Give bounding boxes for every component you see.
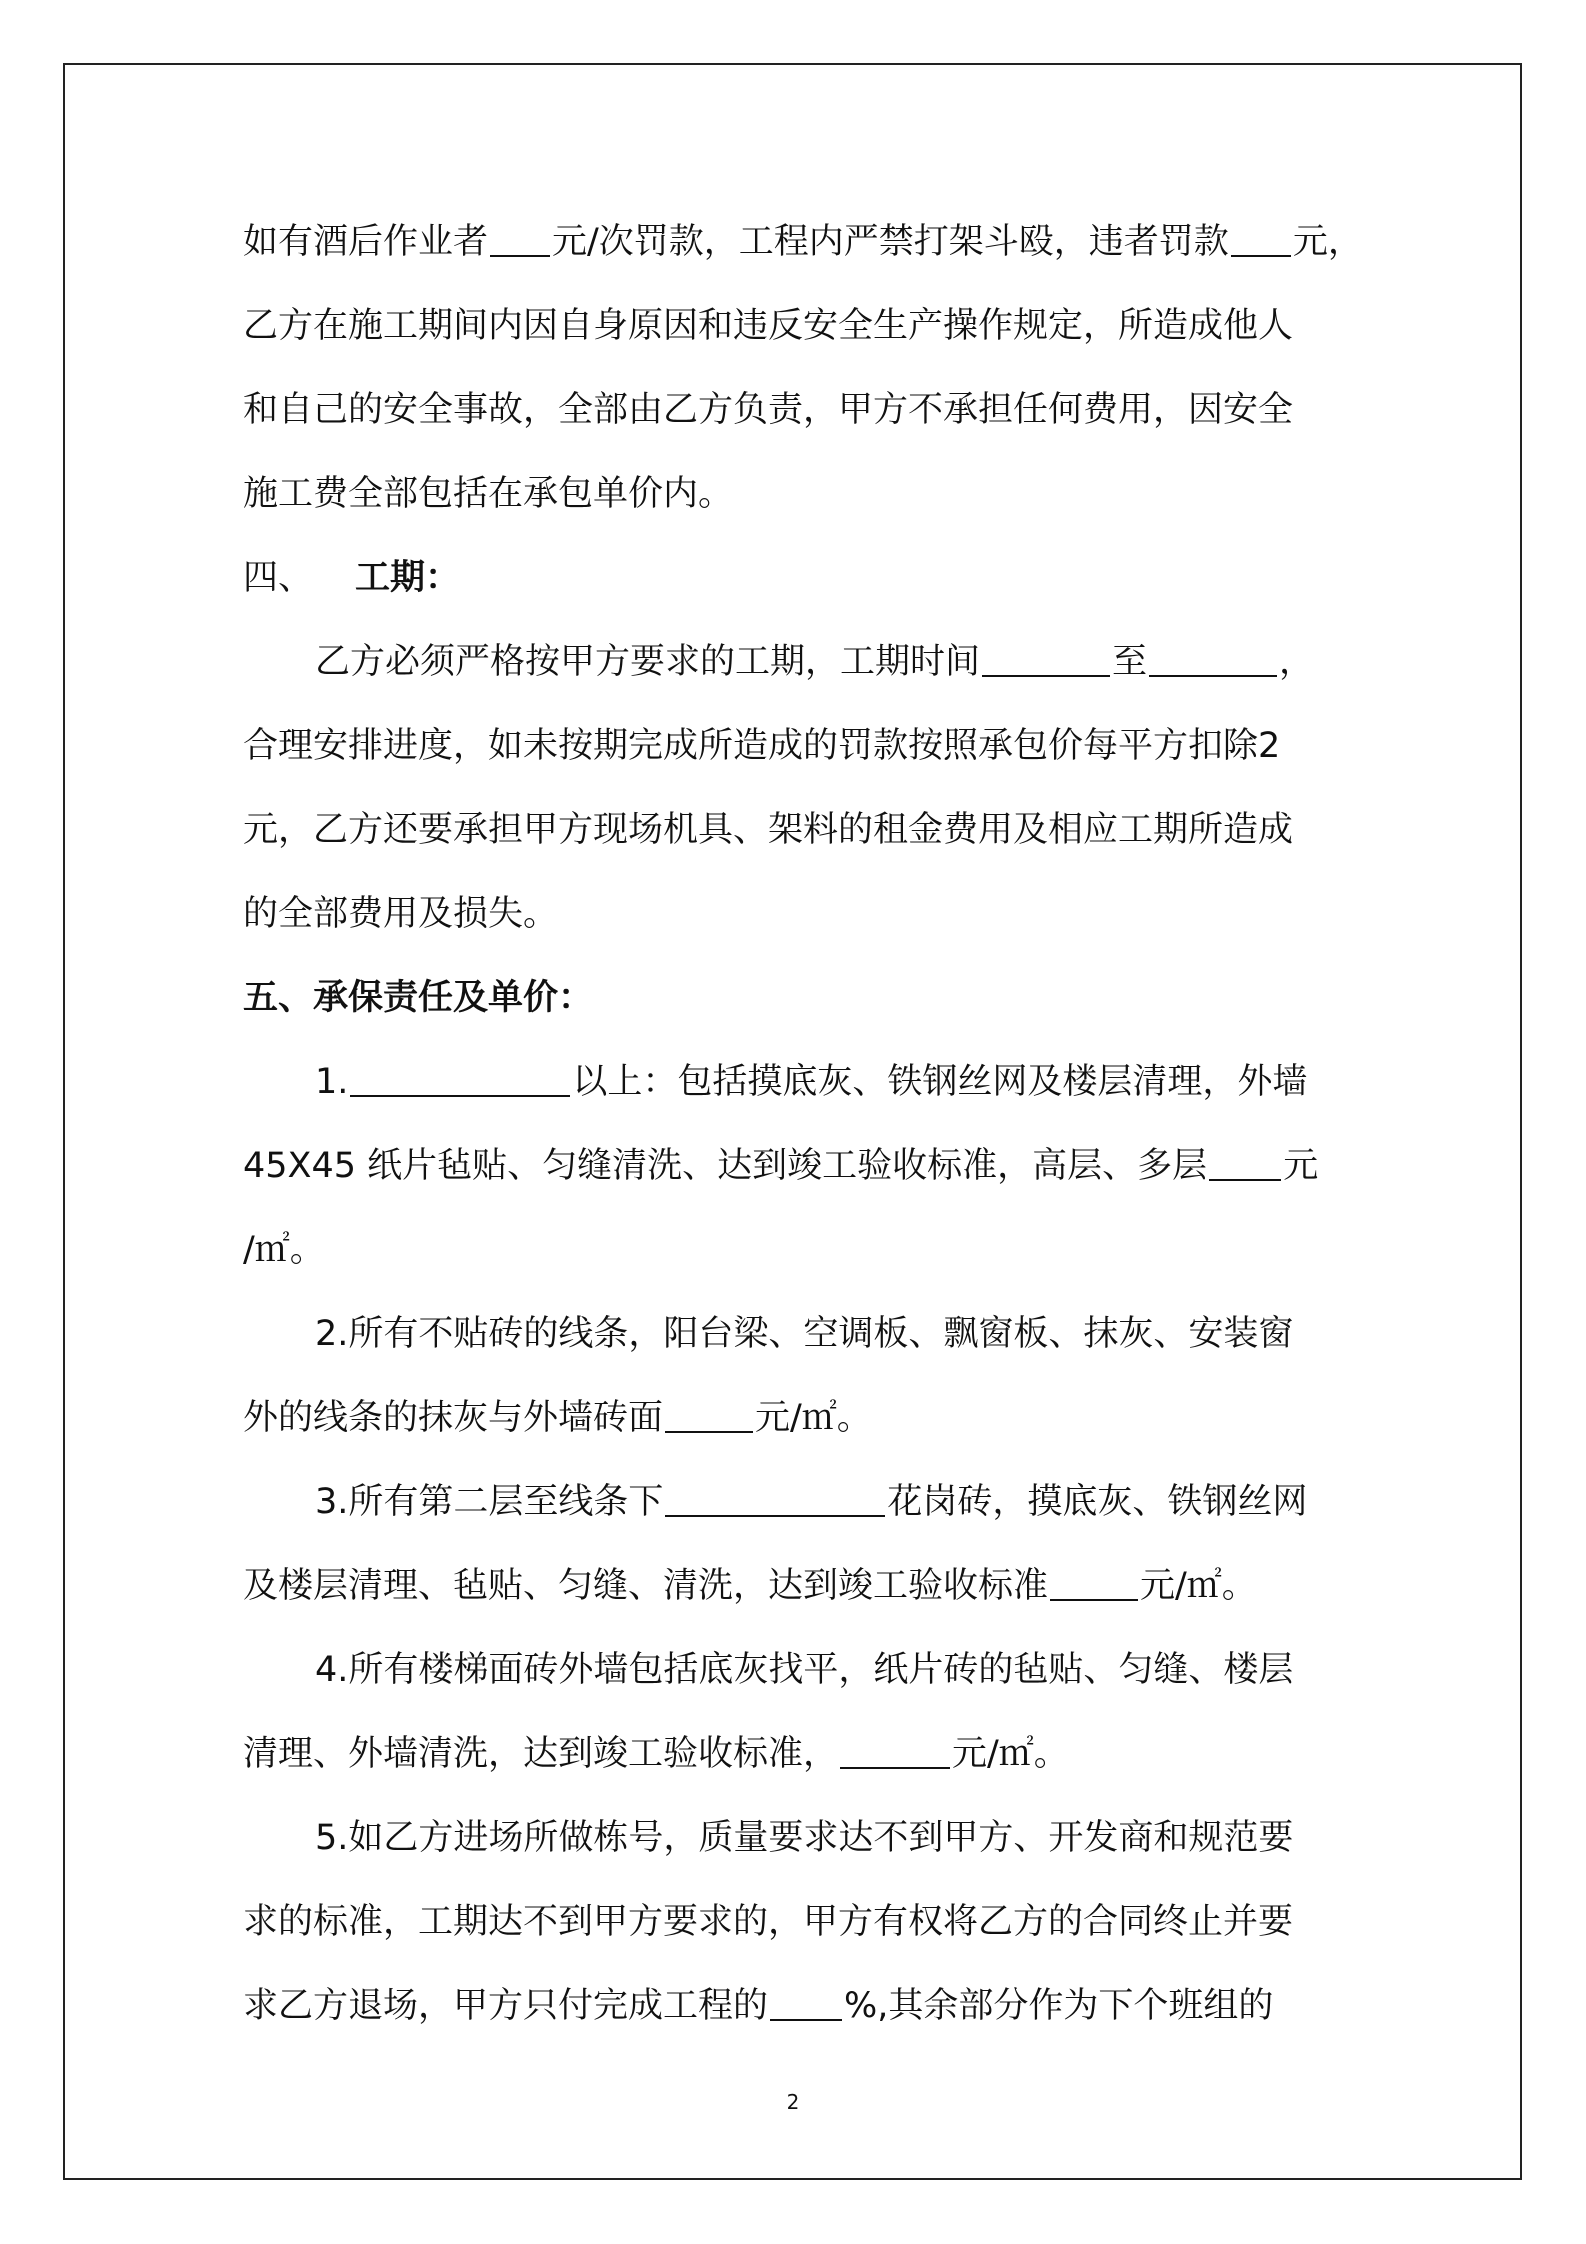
blank-field (665, 1479, 885, 1517)
document-body (243, 200, 1363, 2048)
section-heading: 五、承保责任及单价： (243, 978, 594, 1018)
text-line: 45X45 纸片毡贴、匀缝清洗、达到竣工验收标准，高层、多层 元 (243, 1124, 1353, 1208)
text-line: 3.所有第二层至线条下 花岗砖，摸底灰、铁钢丝网 (243, 1460, 1353, 1544)
blank-field (770, 1983, 842, 2021)
text-line: 4.所有楼梯面砖外墙包括底灰找平，纸片砖的毡贴、匀缝、楼层 (315, 1650, 1294, 1690)
text-line: 施工费全部包括在承包单价内。 (243, 474, 734, 514)
blank-field (1231, 219, 1291, 257)
text-line: 元，乙方还要承担甲方现场机具、架料的租金费用及相应工期所造成 (243, 810, 1294, 850)
text-line: 的全部费用及损失。 (243, 894, 559, 934)
blank-field (665, 1395, 753, 1433)
text-line: 乙方在施工期间内因自身原因和违反安全生产操作规定，所造成他人 (243, 306, 1294, 346)
section-title: 工期： (355, 558, 461, 598)
text-line: 清理、外墙清洗，达到竣工验收标准， 元/㎡。 (243, 1712, 1353, 1796)
blank-field (1149, 639, 1277, 677)
text-line: 如有酒后作业者 元/次罚款，工程内严禁打架斗殴，违者罚款 元， (243, 200, 1353, 284)
blank-field (982, 639, 1110, 677)
section-heading (243, 536, 1353, 620)
page-number: 2 (786, 2090, 800, 2114)
text-line: 求乙方退场，甲方只付完成工程的 %,其余部分作为下个班组的 (243, 1964, 1353, 2048)
text-line: 及楼层清理、毡贴、匀缝、清洗，达到竣工验收标准 元/㎡。 (243, 1544, 1353, 1628)
blank-field (1050, 1563, 1138, 1601)
text-line: /㎡。 (243, 1230, 325, 1270)
text-line: 乙方必须严格按甲方要求的工期，工期时间 至 ， (243, 620, 1353, 704)
text-line: 合理安排进度，如未按期完成所造成的罚款按照承包价每平方扣除2 (243, 726, 1281, 766)
blank-field (490, 219, 550, 257)
blank-field (840, 1731, 950, 1769)
text-line: 1. 以上：包括摸底灰、铁钢丝网及楼层清理，外墙 (243, 1040, 1353, 1124)
blank-field (350, 1059, 570, 1097)
text-line: 外的线条的抹灰与外墙砖面 元/㎡。 (243, 1376, 1353, 1460)
blank-field (1209, 1143, 1281, 1181)
text-line: 2.所有不贴砖的线条，阳台梁、空调板、飘窗板、抹灰、安装窗 (315, 1314, 1294, 1354)
text-line: 和自己的安全事故，全部由乙方负责，甲方不承担任何费用，因安全 (243, 390, 1294, 430)
section-number: 四、 (243, 558, 314, 598)
text-line: 5.如乙方进场所做栋号，质量要求达不到甲方、开发商和规范要 (315, 1818, 1294, 1858)
text-line: 求的标准，工期达不到甲方要求的，甲方有权将乙方的合同终止并要 (243, 1902, 1294, 1942)
